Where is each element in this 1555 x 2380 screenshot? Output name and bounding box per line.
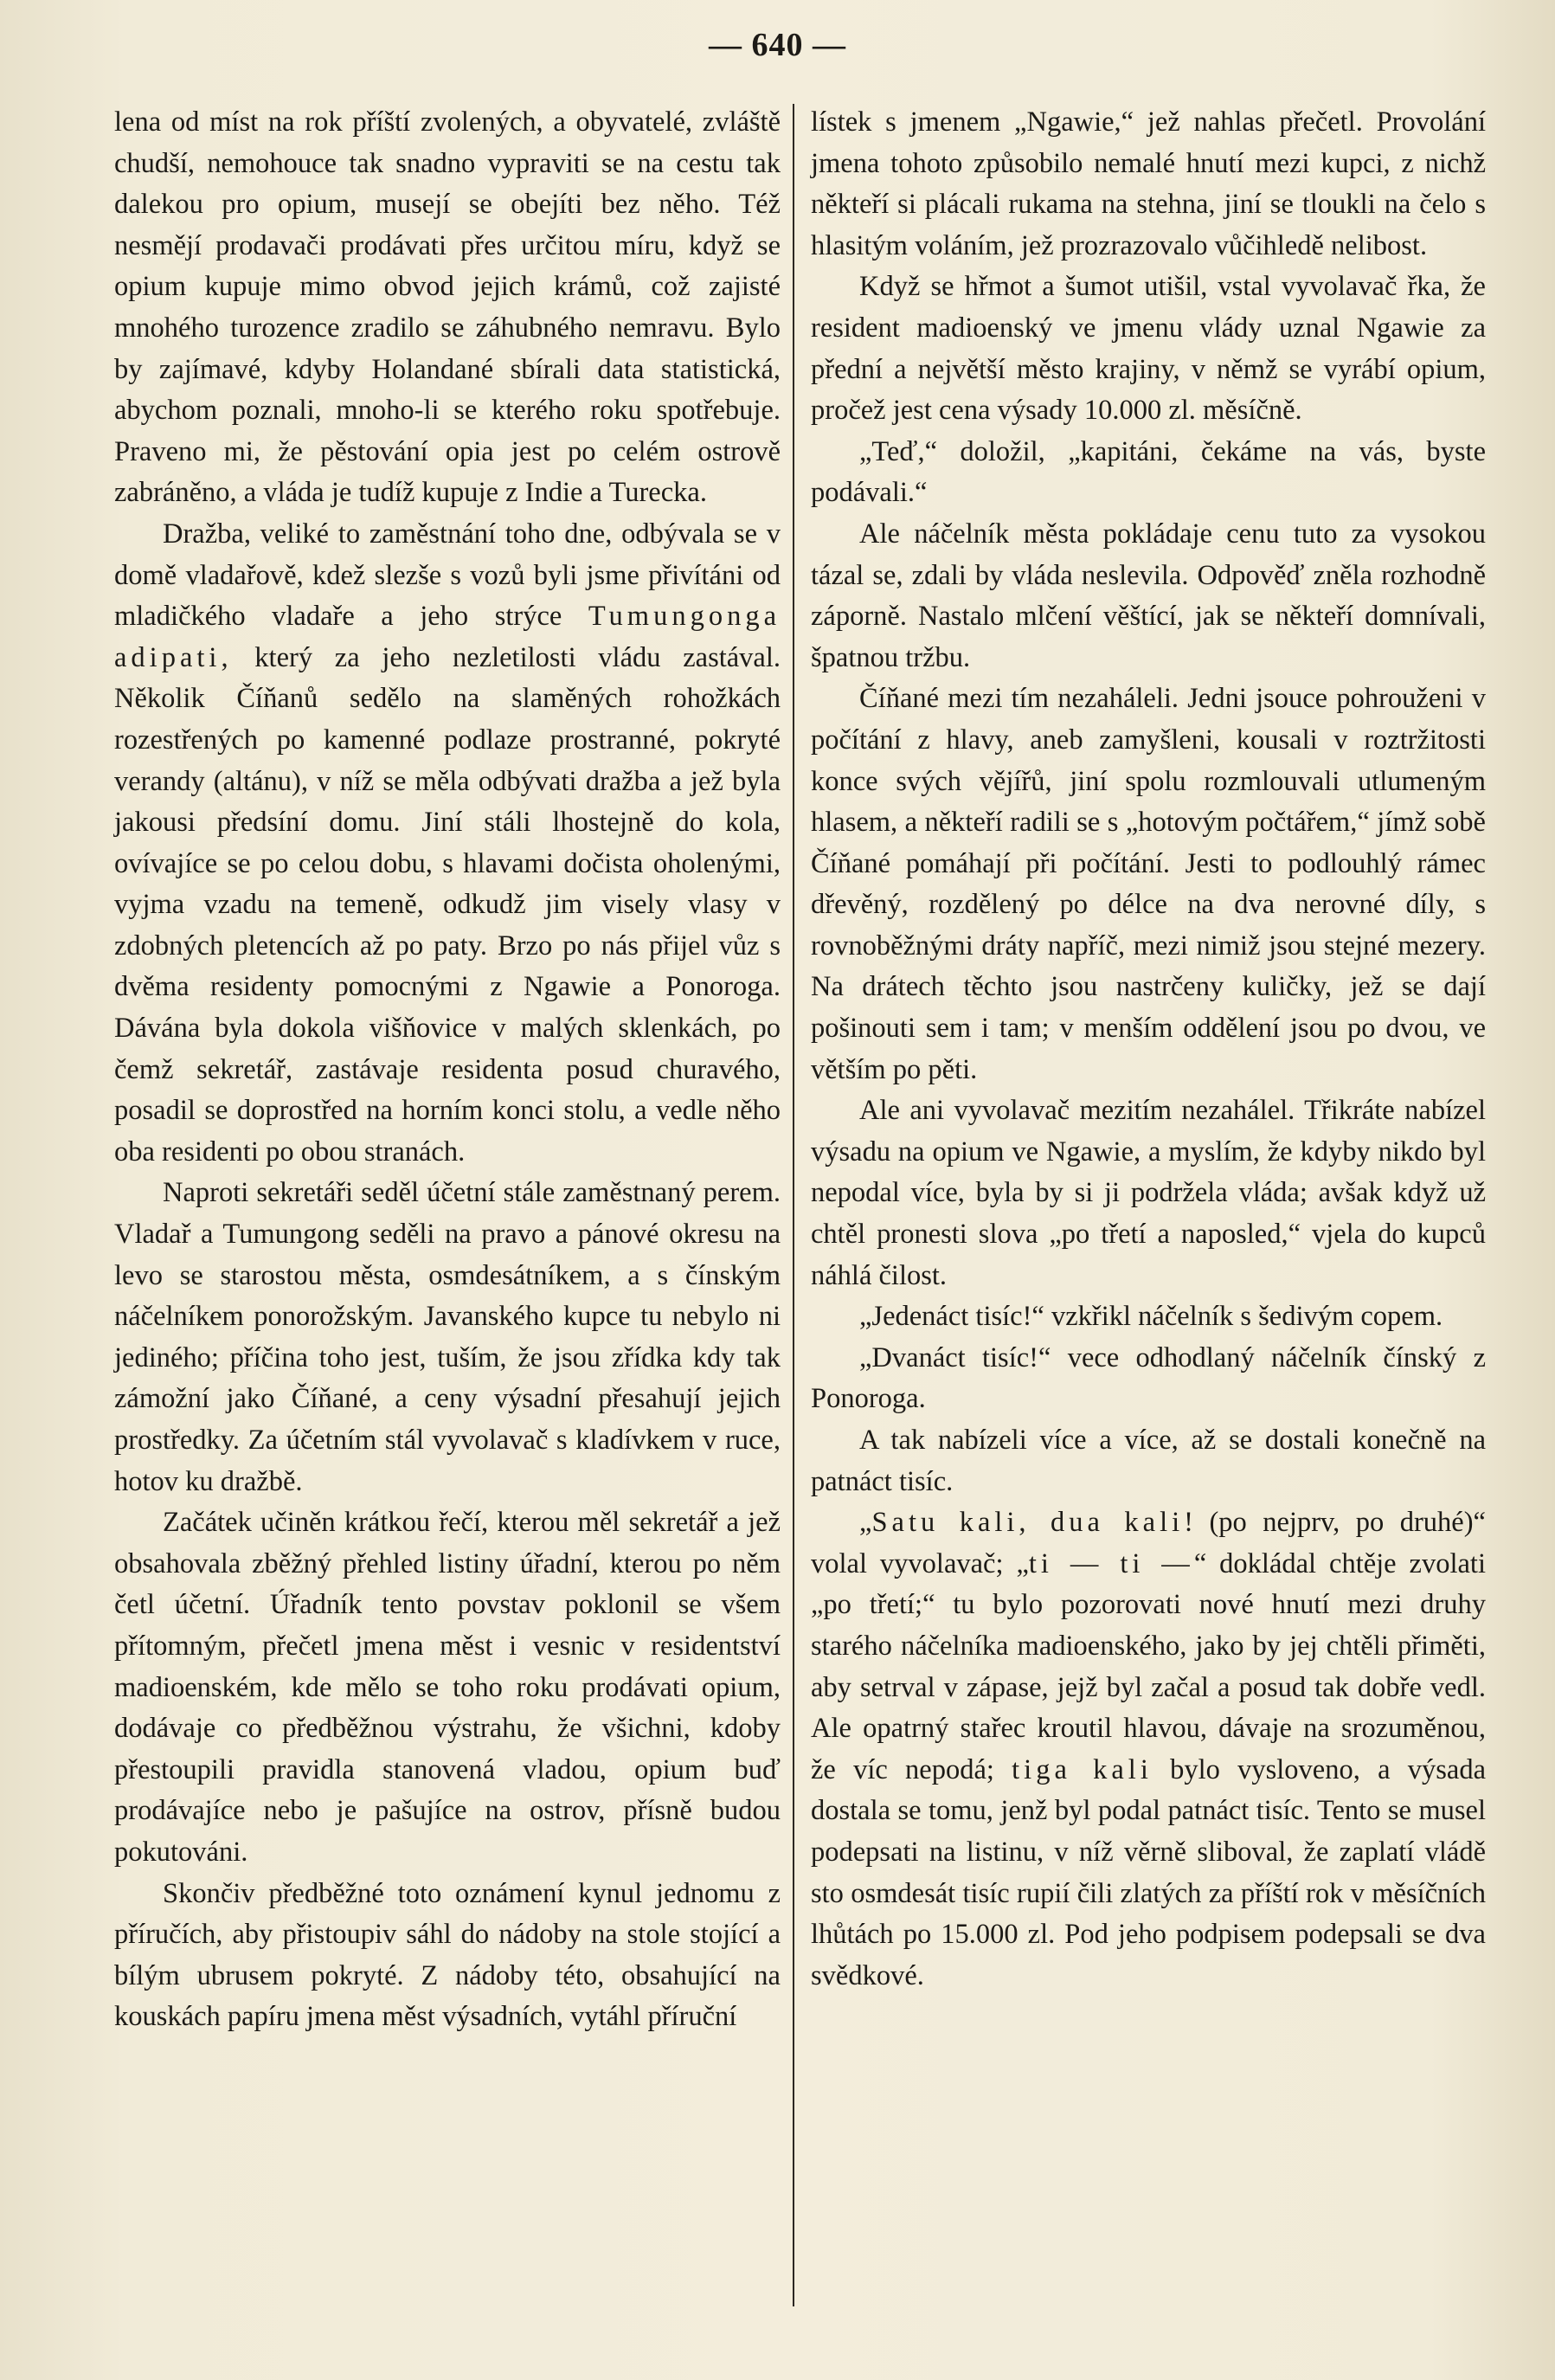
- paragraph: „Jedenáct tisíc!“ vzkřikl náčelník s šedivým copem.: [859, 1301, 1443, 1333]
- paragraph: lena od míst na rok příští zvolených, a obyvatelé, zvláště chudší, nemohouce tak snadno vypraviti se na cestu tak dalekou pro opium, musejí se obejíti bez něho. Též nesmějí prodavači prodávati přes určitou míru, když se opium kupuje mimo obvod jejich krámů, což zajisté mnohého turozence zradilo se záhubného nemravu. Bylo by zajímavé, kdyby Holandané sbírali data statistická, abychom poznali, mnoho-li se kterého roku spotřebuje. Praveno mi, že pěstování opia jest po celém ostrově zabráněno, a vláda je tudíž kupuje z Indie a Turecka.: [114, 106, 781, 509]
- paragraph: Když se hřmot a šumot utišil, vstal vyvolavač řka, že resident madioenský ve jmenu vlády uznal Ngawie za přední a největší město krajiny, v němž se vyrábí opium, pročež jest cena výsady 10.000 zl. měsíčně.: [811, 271, 1486, 427]
- paragraph: Ale náčelník města pokládaje cenu tuto za vysokou tázal se, zdali by vláda neslevila. Odpověď zněla rozhodně záporně. Nastalo mlčení věštící, jak se někteří domnívali, špatnou tržbu.: [811, 518, 1486, 673]
- paragraph: Číňané mezi tím nezaháleli. Jedni jsouce pohrouženi v počítání z hlavy, aneb zamyšleni, kousali v roztržitosti konce svých vějířů, jiní spolu rozmlouvali utlumeným hlasem, a někteří radili se s „hotovým počtářem,“ jímž sobě Číňané pomáhají při počítání. Jesti to podlouhlý rámec dřevěný, rozdělený po délce na dva nerovné díly, s rovnoběžnými dráty napříč, mezi nimiž jsou stejné mezery. Na drátech těchto jsou nastrčeny kuličky, jež se dají pošinouti sem i tam; v menším oddělení jsou po dvou, ve větším po pěti.: [811, 683, 1486, 1085]
- spaced-phrase: tiga kali: [1012, 1753, 1153, 1785]
- spaced-name: Tumungonga adipati,: [114, 601, 781, 673]
- paragraph: Ale ani vyvolavač mezitím nezahálel. Třikráte nabízel výsadu na opium ve Ngawie, a myslím, že kdyby nikdo byl nepodal více, byla by si ji podržela vláda; avšak když už chtěl pronesti slova „po třetí a naposled,“ vjela do kupců náhlá čilost.: [811, 1095, 1486, 1291]
- column-divider: [793, 104, 794, 2306]
- text-run: „: [859, 1507, 872, 1539]
- text-run: ! (po nejprv, po druhé)“ volal vyvolavač; „: [811, 1507, 1486, 1579]
- text-run: Dražba, veliké to zaměstnání toho dne, odbývala se v domě vladařově, kdež slezše s vozů byli jsme přivítáni od mladičkého vladaře a jeho strýce: [114, 518, 781, 633]
- paragraph: „Dvanáct tisíc!“ vece odhodlaný náčelník čínský z Ponoroga.: [811, 1341, 1486, 1415]
- paragraph: Začátek učiněn krátkou řečí, kterou měl sekretář a jež obsahovala zběžný přehled listiny úřadní, kterou po něm četl účetní. Úřadník tento povstav poklonil se všem přítomným, přečetl jmena měst i vesnic v residentství madioenském, kde mělo se toho roku prodávati opium, dodávaje co předběžnou výstrahu, že všichni, kdoby přestoupili pravidla stanovená vladou, opium buď prodávajíce nebo je pašujíce na ostrov, přísně budou pokutováni.: [114, 1507, 781, 1868]
- paragraph: [811, 1502, 1486, 1997]
- spaced-phrase: ti — ti —: [1028, 1547, 1194, 1579]
- text-run: “ dokládal chtěje zvolati „po třetí;“ tu bylo pozorovati nové hnutí mezi druhy starého náčelníka madioenského, jako by jej chtěli přiměti, aby setrval v zápase, jejž byl začal a posud tak dobře vedl. Ale opatrný stařec kroutil hlavou, dávaje na srozuměnou, že víc nepodá;: [811, 1547, 1486, 1785]
- paragraph: lístek s jmenem „Ngawie,“ jež nahlas přečetl. Provolání jmena tohoto způsobilo nemalé hnutí mezi kupci, z nichž někteří si plácali rukama na stehna, jiní se tloukli na čelo s hlasitým voláním, jež prozrazovalo vůčihledě nelibost.: [811, 106, 1486, 261]
- paragraph: [114, 514, 781, 1174]
- right-column: [811, 102, 1486, 1997]
- paragraph: A tak nabízeli více a více, až se dostali konečně na patnáct tisíc.: [811, 1425, 1486, 1497]
- page-number: — 640 —: [709, 27, 846, 63]
- left-column: [114, 102, 781, 2038]
- paragraph: Naproti sekretáři seděl účetní stále zaměstnaný perem. Vladař a Tumungong seděli na pravo a pánové okresu na levo se starostou města, osmdesátníkem, a s čínským náčelníkem ponorožským. Javanského kupce tu nebylo ni jediného; příčina toho jest, tuším, že jsou zřídka kdy tak zámožní jako Číňané, a ceny výsadní přesahují jejich prostředky. Za účetním stál vyvolavač s kladívkem v ruce, hotov ku dražbě.: [114, 1177, 781, 1497]
- paragraph: „Teď,“ doložil, „kapitáni, čekáme na vás, byste podávali.“: [811, 435, 1486, 509]
- text-run: bylo vysloveno, a výsada dostala se tomu, jenž byl podal patnáct tisíc. Tento se musel podepsati na listinu, v níž věrně sliboval, že zaplatí vládě sto osmdesát tisíc rupií čili zlatých za příští rok v měsíčních lhůtách po 15.000 zl. Pod jeho podpisem podepsali se dva svědkové.: [811, 1753, 1487, 1991]
- text-run: který za jeho nezletilosti vládu zastával. Několik Číňanů sedělo na slaměných rohožkách rozestřených po kamenné podlaze prostranné, pokryté verandy (altánu), v níž se měla odbývati dražba a jež byla jakousi předsíní domu. Jiní stáli lhostejně do kola, ovívajíce se po celou dobu, s hlavami dočista oholenými, vyjma vzadu na temeně, odkudž jim visely vlasy v zdobných pletencích až po paty. Brzo po nás přijel vůz s dvěma residenty pomocnými z Ngawie a Ponoroga. Dávána byla dokola višňovice v malých sklenkách, po čemž sekretář, zastávaje residenta posud churavého, posadil se doprostřed na horním konci stolu, a vedle něho oba residenti po obou stranách.: [114, 641, 781, 1167]
- spaced-phrase: Satu kali, dua kali: [871, 1507, 1185, 1539]
- paragraph: Skončiv předběžné toto oznámení kynul jednomu z příručích, aby přistoupiv sáhl do nádoby na stole stojící a bílým ubrusem pokryté. Z nádoby této, obsahující na kouskách papíru jmena měst výsadních, vytáhl příruční: [114, 1877, 781, 2033]
